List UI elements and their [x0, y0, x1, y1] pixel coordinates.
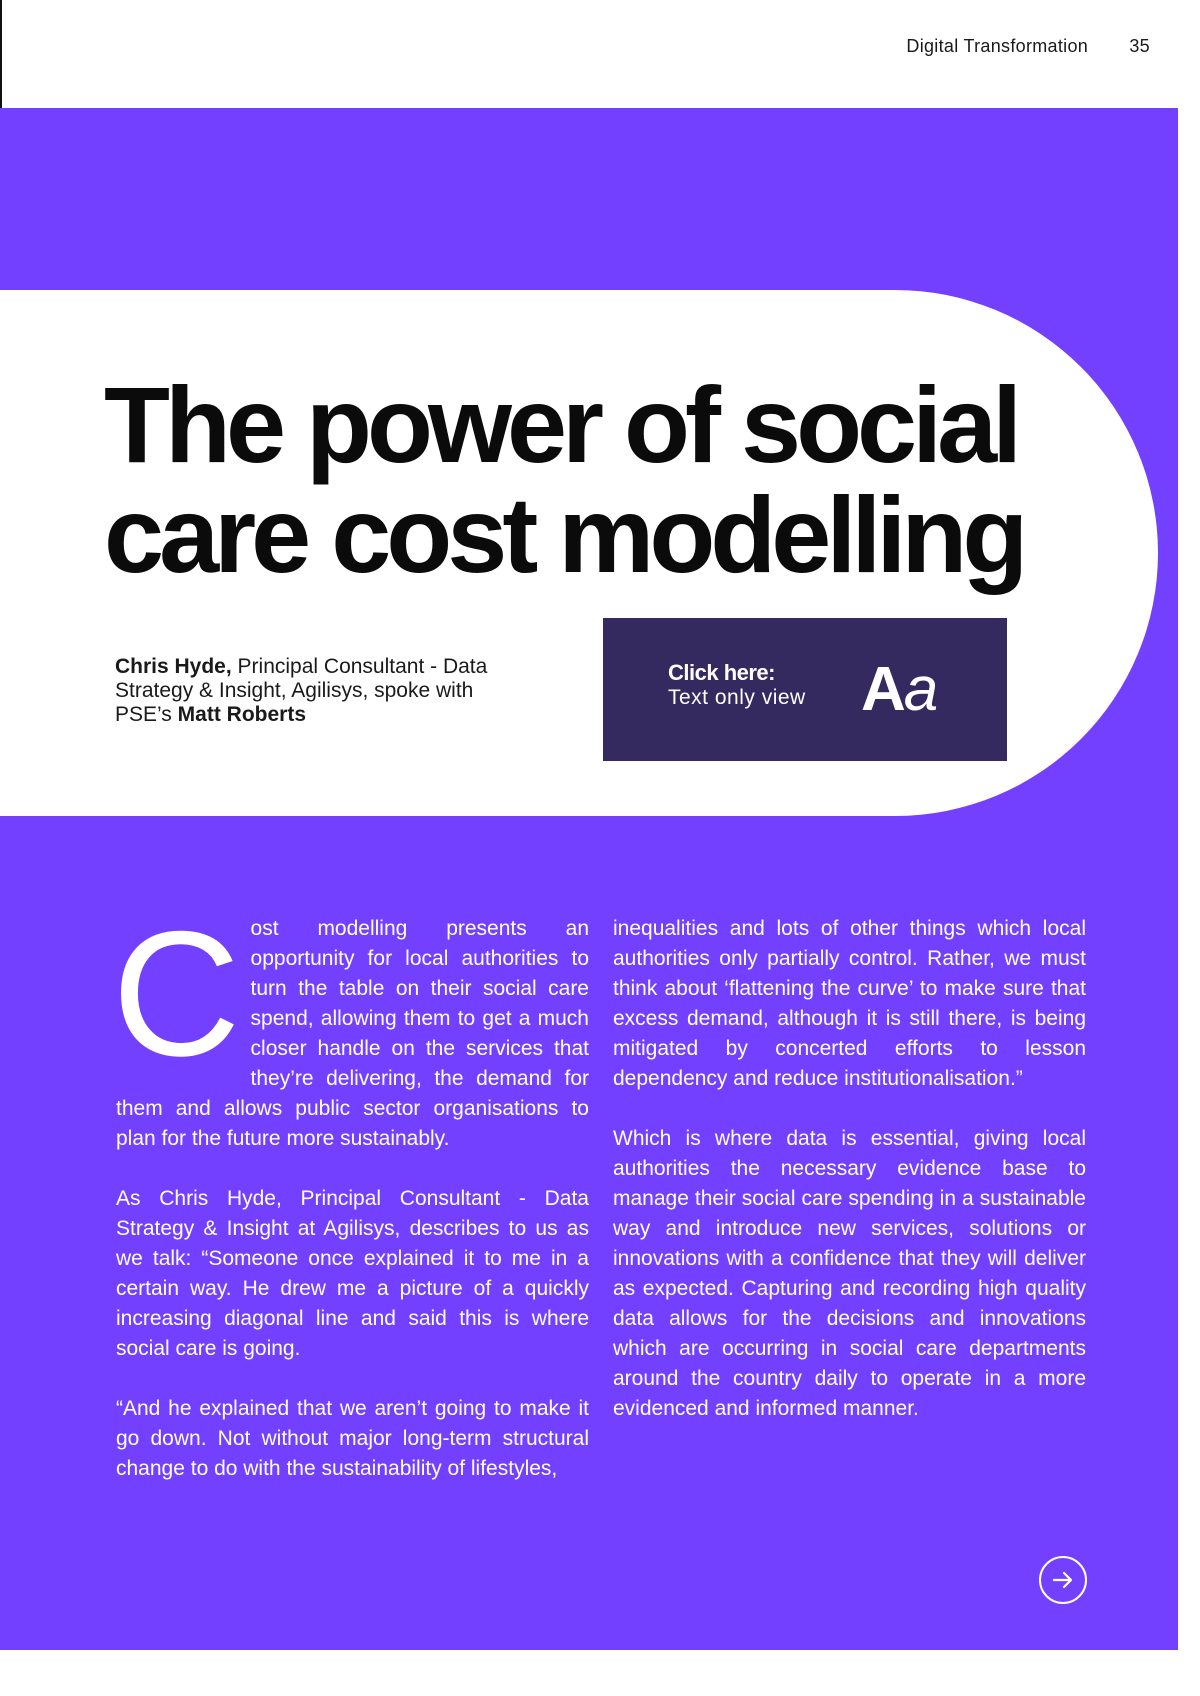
section-title: Digital Transformation [906, 36, 1089, 56]
text-only-view-button[interactable] [603, 618, 1007, 761]
article-title [104, 364, 1024, 595]
paragraph-3-continued: inequalities and lots of other things which local authorities only partially control. Rather, we must think about ‘flattening the curve’ to make sure that excess demand, although it is still there, is being mitigated by concerted efforts to lesson dependency and reduce institutionalisation.” [613, 917, 1086, 1090]
author-name: Chris Hyde, [115, 655, 232, 678]
byline [115, 655, 515, 727]
text-only-label: Click here: [668, 660, 775, 685]
title-line-2: care cost modelling [104, 474, 1024, 595]
paragraph-1: Cost modelling presents an opportunity for local authorities to turn the table on their social care spend, allowing them to get a much closer handle on the services that they’re delivering, the demand for them and allows public sector organisations to plan for the future more sustainably. [112, 894, 589, 1150]
page-header [906, 36, 1150, 57]
interviewer-name: Matt Roberts [177, 703, 306, 726]
font-size-icon: Aa [861, 655, 937, 724]
left-margin-rule [0, 0, 2, 108]
drop-cap: C [112, 894, 241, 1093]
paragraph-4: Which is where data is essential, giving local authorities the necessary evidence base to manage their social care spending in a sustainable way and introduce new services, solutions or innovations with a confidence that they will deliver as expected. Capturing and recording high quality data allows for the decisions and innovations which are occurring in social care departments around the country daily to operate in a more evidenced and informed manner. [613, 1127, 1086, 1420]
article-column-left [112, 894, 589, 1514]
paragraph-2: As Chris Hyde, Principal Consultant - Data Strategy & Insight at Agilisys, describes to us as we talk: “Someone once explained it to me in a certain way. He drew me a picture of a quickly increasing diagonal line and said this is where social care is going. [116, 1187, 589, 1360]
paragraph-3: “And he explained that we aren’t going to make it go down. Not without major long-term structural change to do with the sustainability of lifestyles, [116, 1397, 589, 1480]
article-column-right [613, 914, 1086, 1454]
title-line-1: The power of social [104, 364, 1018, 485]
text-only-sublabel: Text only view [668, 686, 806, 709]
page-number: 35 [1129, 36, 1150, 56]
arrow-right-icon [1051, 1568, 1075, 1592]
next-page-button[interactable] [1039, 1556, 1087, 1604]
author-role: Principal Consultant - Data Strategy & Insight, Agilisys, spoke with PSE’s [115, 655, 488, 726]
